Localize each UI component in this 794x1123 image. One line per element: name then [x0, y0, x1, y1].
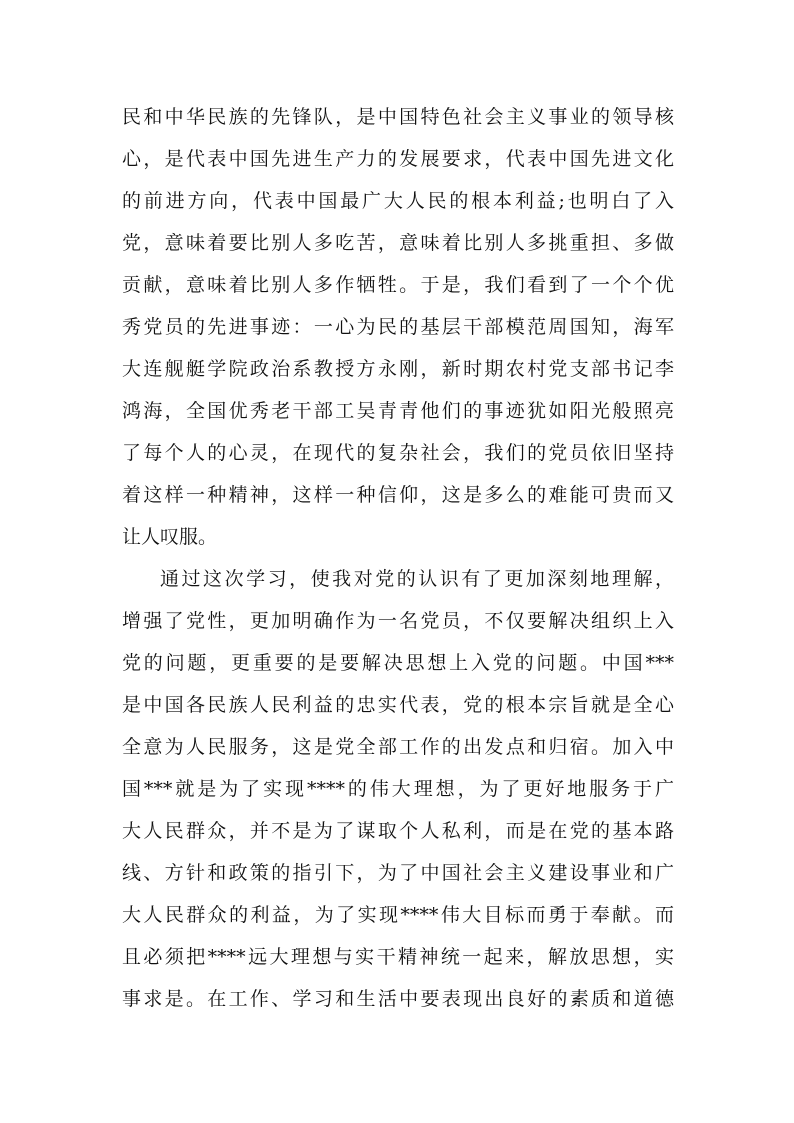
text-line: 线、方针和政策的指引下，为了中国社会主义建设事业和广	[122, 862, 674, 884]
text-line: 让人叹服。	[122, 526, 218, 548]
text-line: 且必须把****远大理想与实干精神统一起来，解放思想，实	[122, 946, 674, 968]
text-line: 着这样一种精神，这样一种信仰，这是多么的难能可贵而又	[122, 484, 674, 506]
text-line: 民和中华民族的先锋队，是中国特色社会主义事业的领导核	[122, 106, 674, 128]
text-line: 了每个人的心灵，在现代的复杂社会，我们的党员依旧坚持	[122, 442, 674, 464]
text-line: 的前进方向，代表中国最广大人民的根本利益;也明白了入	[122, 190, 674, 212]
text-line: 大连舰艇学院政治系教授方永刚，新时期农村党支部书记李	[122, 358, 674, 380]
text-line: 大人民群众，并不是为了谋取个人私利，而是在党的基本路	[122, 820, 674, 842]
text-line: 全意为人民服务，这是党全部工作的出发点和归宿。加入中	[122, 736, 674, 758]
text-line: 党的问题，更重要的是要解决思想上入党的问题。中国***	[122, 652, 674, 674]
paragraph-1	[122, 96, 674, 558]
text-line: 事求是。在工作、学习和生活中要表现出良好的素质和道德	[122, 988, 674, 1010]
text-line: 秀党员的先进事迹：一心为民的基层干部模范周国知，海军	[122, 316, 674, 338]
text-line: 鸿海，全国优秀老干部工吴青青他们的事迹犹如阳光般照亮	[122, 400, 674, 422]
text-line: 党，意味着要比别人多吃苦，意味着比别人多挑重担、多做	[122, 232, 674, 254]
text-line: 心，是代表中国先进生产力的发展要求，代表中国先进文化	[122, 148, 674, 170]
text-line: 贡献，意味着比别人多作牺牲。于是，我们看到了一个个优	[122, 274, 674, 296]
body-text	[122, 96, 674, 1020]
text-line: 大人民群众的利益，为了实现****伟大目标而勇于奉献。而	[122, 904, 674, 926]
text-line: 通过这次学习，使我对党的认识有了更加深刻地理解，	[160, 568, 674, 590]
text-line: 国***就是为了实现****的伟大理想，为了更好地服务于广	[122, 778, 674, 800]
text-line: 是中国各民族人民利益的忠实代表，党的根本宗旨就是全心	[122, 694, 674, 716]
text-line: 增强了党性，更加明确作为一名党员，不仅要解决组织上入	[122, 610, 674, 632]
paragraph-2	[122, 558, 674, 1020]
